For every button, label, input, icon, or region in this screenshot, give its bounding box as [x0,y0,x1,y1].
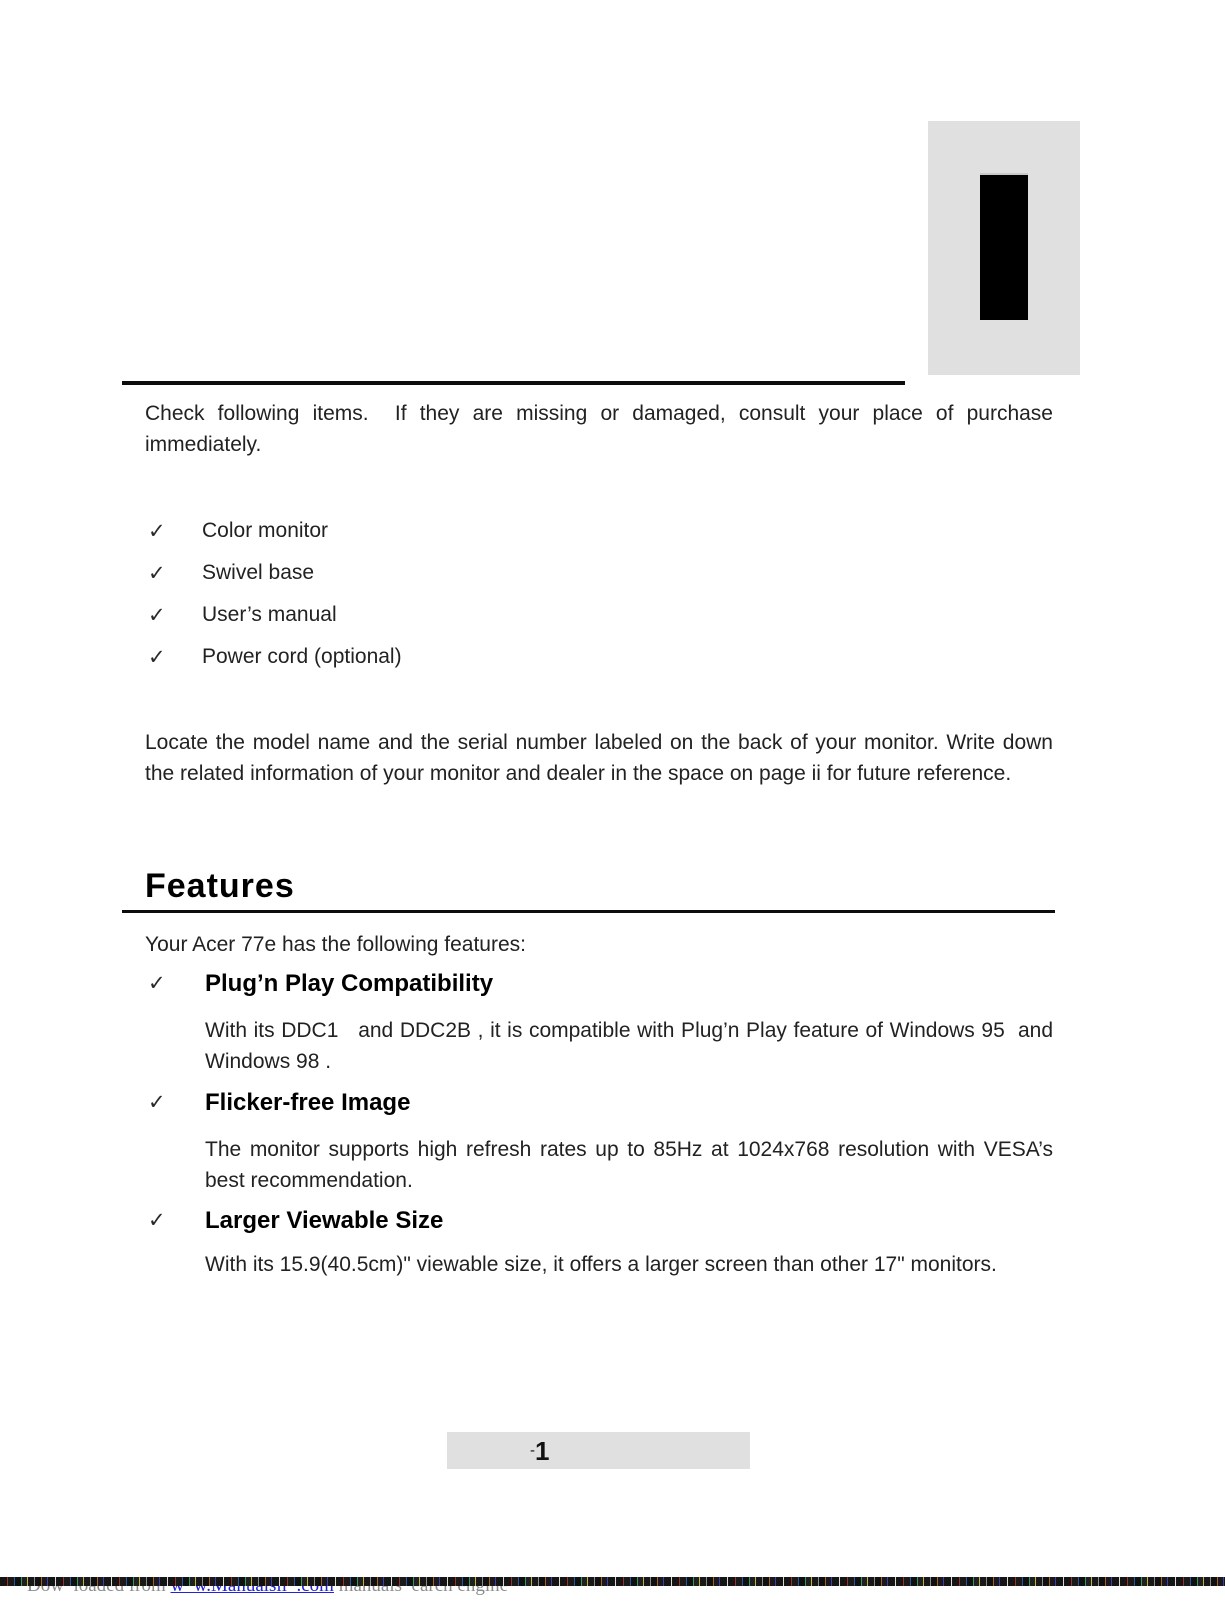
chapter-tab-box [928,121,1080,375]
feature-body-plug-n-play: With its DDC1 and DDC2B , it is compatible with Plug’n Play feature of Windows 95 and Windows 98 . [205,1019,1059,1073]
checklist-label: User’s manual [202,603,337,626]
feature-body-flicker-free: The monitor supports high refresh rates up to 85Hz at 1024x768 resolution with VESA’s best recommendation. [205,1138,1059,1192]
check-icon: ✓ [148,645,166,669]
checklist-label: Power cord (optional) [202,645,402,668]
feature-title-text: Larger Viewable Size [205,1207,444,1234]
checklist-item-users-manual [148,594,402,636]
feature-title-text: Plug’n Play Compatibility [205,970,494,997]
page-number-dash: - [530,1442,535,1459]
features-intro: Your Acer 77e has the following features: [145,933,526,956]
checklist-item-color-monitor [148,510,402,552]
checklist-item-swivel-base [148,552,402,594]
feature-title-plug-n-play [148,969,493,999]
packing-checklist [148,510,402,678]
check-icon: ✓ [148,1091,166,1114]
scan-noise-stripe [0,1576,1225,1586]
check-icon: ✓ [148,519,166,543]
features-heading-rule [122,910,1055,913]
page-number-value: 1 [535,1436,550,1466]
chapter-number-block [980,173,1028,320]
model-name-paragraph: Locate the model name and the serial number labeled on the back of your monitor. Write down the related information of your monitor and dealer in the space on page ii for future reference. [145,731,1059,785]
header-rule [122,381,905,385]
checklist-item-power-cord [148,636,402,678]
check-icon: ✓ [148,972,166,995]
feature-title-text: Flicker-free Image [205,1089,411,1116]
features-heading: Features [145,867,295,905]
watermark-footer [8,1553,508,1619]
check-icon: ✓ [148,561,166,585]
check-icon: ✓ [148,603,166,627]
page-number [530,1432,549,1469]
check-icon: ✓ [148,1209,166,1232]
checklist-label: Color monitor [202,519,329,542]
intro-paragraph: Check following items. If they are missing or damaged, consult your place of purchase immediately. [145,402,1059,456]
checklist-label: Swivel base [202,561,315,584]
page-number-bar [447,1432,750,1469]
feature-title-larger-viewable [148,1206,443,1236]
feature-body-larger-viewable: With its 15.9(40.5cm)" viewable size, it offers a larger screen than other 17" monitors. [205,1253,997,1276]
feature-title-flicker-free [148,1088,410,1118]
